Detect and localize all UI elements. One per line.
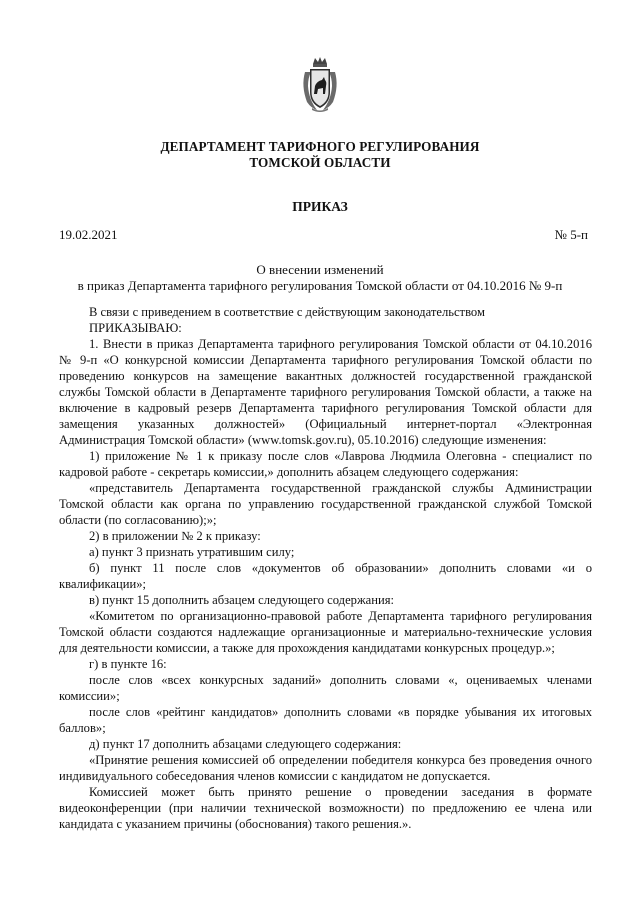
body-paragraph: «Комитетом по организационно-правовой работе Департамента тарифного регулирования Томской области создаются надлежащие организационные и материально-технические условия для деятельности комиссии, а также для прохождения кандидатами конкурсных процедур.»; <box>59 609 592 655</box>
body-paragraph: Комиссией может быть принято решение о проведении заседания в формате видеоконференции (при наличии технической возможности) по предложению ее члена или кандидата с указанием причины (обоснования) такого решения.». <box>59 785 592 831</box>
body-paragraph: 1) приложение № 1 к приказу после слов «Лаврова Людмила Олеговна - специалист по кадровой работе - секретарь комиссии,» дополнить абзацем следующего содержания: <box>59 449 592 479</box>
body-paragraph: 2) в приложении № 2 к приказу: <box>89 529 261 543</box>
document-body <box>59 304 592 832</box>
subject-line-1: О внесении изменений <box>256 262 384 277</box>
body-paragraph: после слов «рейтинг кандидатов» дополнить словами «в порядке убывания их итоговых баллов»; <box>59 705 592 735</box>
document-date: 19.02.2021 <box>59 227 118 242</box>
body-paragraph: г) в пункте 16: <box>89 657 167 671</box>
body-paragraph: «представитель Департамента государственной гражданской службы Администрации Томской области как органа по управлению государственной гражданской службой Томской области (по согласованию);»; <box>59 481 592 527</box>
body-paragraph: ПРИКАЗЫВАЮ: <box>89 321 182 335</box>
body-paragraph: д) пункт 17 дополнить абзацами следующего содержания: <box>89 737 402 751</box>
body-paragraph: в) пункт 15 дополнить абзацем следующего содержания: <box>89 593 395 607</box>
body-paragraph: В связи с приведением в соответствие с действующим законодательством <box>89 305 485 319</box>
coat-of-arms-emblem <box>299 56 341 114</box>
body-paragraph: 1. Внести в приказ Департамента тарифного регулирования Томской области от 04.10.2016 № 9-п «О конкурсной комиссии Департамента тарифного регулирования Томской области по проведению конкурсов на замещение вакантных должностей государственной гражданской службы Томской области в Департаменте тарифного регулирования Томской области, а также на включение в кадровый резерв Департамента тарифного регулирования Томской области для замещения указанных должностей» (Официальный интернет-портал «Электронная Администрация Томской области» (www.tomsk.gov.ru), 05.10.2016) следующие изменения: <box>59 337 592 447</box>
organization-name-line-2: ТОМСКОЙ ОБЛАСТИ <box>249 155 391 170</box>
body-paragraph: «Принятие решения комиссией об определении победителя конкурса без проведения очного индивидуального собеседования членов комиссии с кандидатом не допускается. <box>59 753 592 783</box>
organization-name <box>0 139 640 171</box>
organization-name-line-1: ДЕПАРТАМЕНТ ТАРИФНОГО РЕГУЛИРОВАНИЯ <box>160 139 480 154</box>
body-paragraph: б) пункт 11 после слов «документов об образовании» дополнить словами «и о квалификации»; <box>59 561 592 591</box>
document-type-title: ПРИКАЗ <box>292 199 348 214</box>
subject-line-2: в приказ Департамента тарифного регулирования Томской области от 04.10.2016 № 9-п <box>77 278 563 293</box>
document-number: № 5-п <box>554 227 588 242</box>
body-paragraph: после слов «всех конкурсных заданий» дополнить словами «, оцениваемых членами комиссии»; <box>59 673 592 703</box>
document-subject <box>0 262 640 294</box>
body-paragraph: а) пункт 3 признать утратившим силу; <box>89 545 295 559</box>
